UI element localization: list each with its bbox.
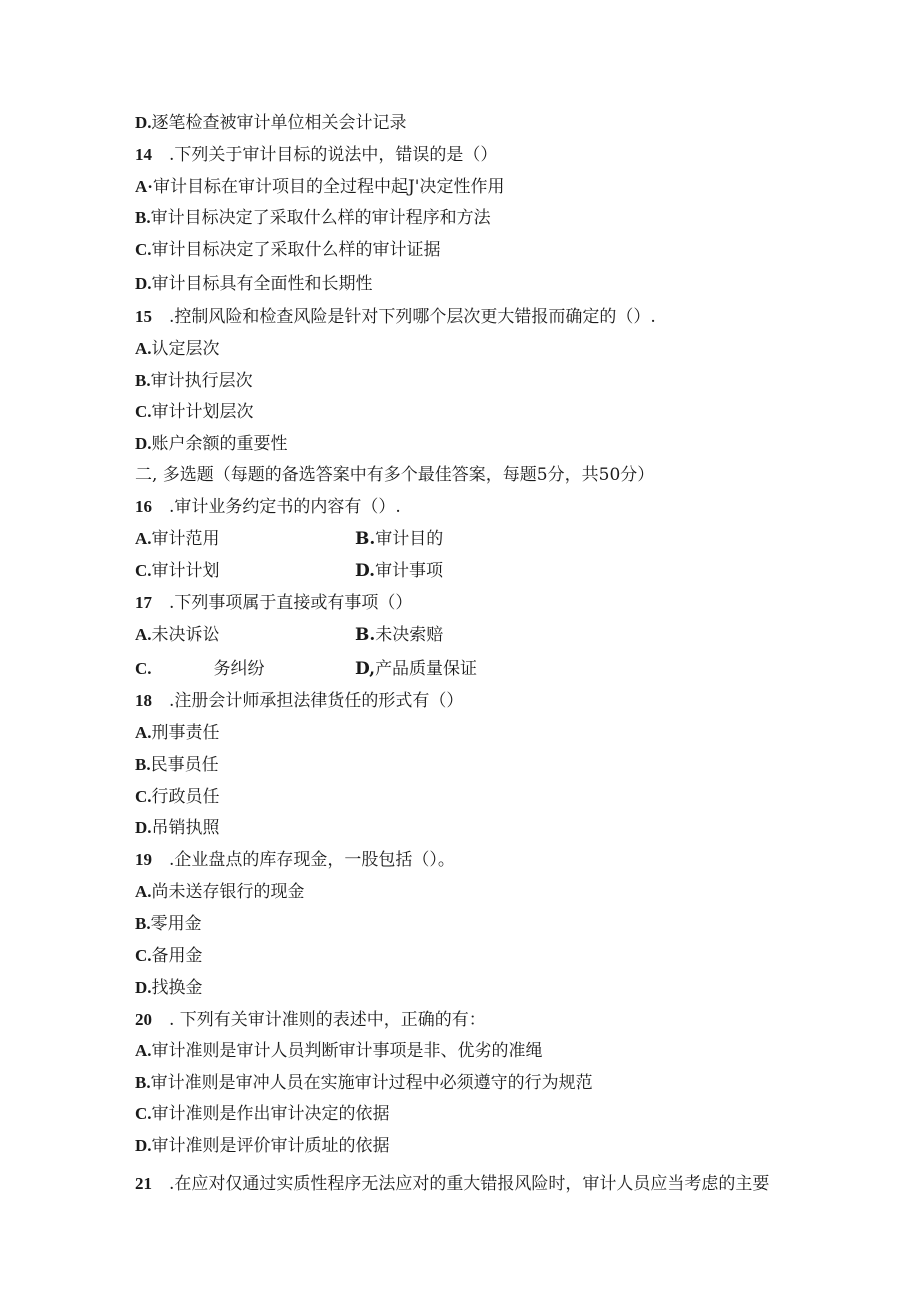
option-line: D.账户余额的重要性 — [135, 434, 288, 454]
question-20: 20 . 下列有关审计准则的表述中，正确的有： — [135, 1010, 486, 1030]
option-line: A.尚未送存银行的现金 — [135, 882, 305, 902]
question-16: 16 .审计业务约定书的内容有（）. — [135, 497, 401, 517]
question-21: 21 .在应对仅通过实质性程序无法应对的重大错报风险时，审计人员应当考虑的主要 — [135, 1174, 770, 1194]
question-19: 19 .企业盘点的库存现金，一股包括（）。 — [135, 850, 455, 870]
option-line: D.逐笔检查被审计单位相关会计记录 — [135, 113, 407, 133]
option-line: A.审计准则是审计人员判断审计事项是非、优劣的准绳 — [135, 1041, 543, 1061]
option-line: C.行政员任 — [135, 787, 220, 807]
option-line: C.审计准则是作出审计决定的依据 — [135, 1104, 390, 1124]
option-line: A.认定层次 — [135, 339, 220, 359]
option-line: B.审计执行层次 — [135, 371, 253, 391]
question-15: 15 .控制风险和检查风险是针对下列哪个层次更大错报而确定的（）. — [135, 307, 656, 327]
option-line: D.找换金 — [135, 978, 203, 998]
option-line: C.审计计划 — [135, 561, 220, 581]
option-line: A.审计范用 — [135, 529, 220, 549]
option-line: B.审计目标决定了采取什么样的审计程序和方法 — [135, 208, 491, 228]
option-line: A·审计目标在审计项目的全过程中起J'决定性作用 — [135, 177, 505, 197]
option-line: C.审计目标决定了采取什么样的审计证据 — [135, 240, 441, 260]
option-line: B.零用金 — [135, 914, 202, 934]
option-line: C.审计计划层次 — [135, 402, 254, 422]
option-line: D.审计准则是评价审计质址的依据 — [135, 1136, 390, 1156]
option-line: A.未决诉讼 — [135, 625, 220, 645]
option-line: B.审计准则是审冲人员在实施审计过程中必须遵守的行为规范 — [135, 1073, 593, 1093]
question-14: 14 .下列关于审计目标的说法中，错误的是（） — [135, 145, 498, 165]
option-line: A.刑事责任 — [135, 723, 220, 743]
option-line: C.备用金 — [135, 946, 203, 966]
option-line: B.民事员任 — [135, 755, 219, 775]
option-line: D.审计目标具有全面性和长期性 — [135, 274, 373, 294]
option-line: B.审计目的 — [355, 529, 444, 549]
question-17: 17 .下列事项属于直接或有事项（） — [135, 593, 413, 613]
question-18: 18 .注册会计师承担法律货任的形式有（） — [135, 691, 464, 711]
option-line: D.吊销执照 — [135, 818, 220, 838]
option-line: D.审计事项 — [355, 561, 444, 581]
section-heading: 二, 多选题（每题的备选答案中有多个最佳答案，每题5分，共50分） — [135, 465, 655, 485]
option-line: D,产品质量保证 — [355, 659, 478, 679]
option-line: B.未决索赔 — [355, 625, 444, 645]
option-line: C. 务纠纷 — [135, 659, 265, 679]
